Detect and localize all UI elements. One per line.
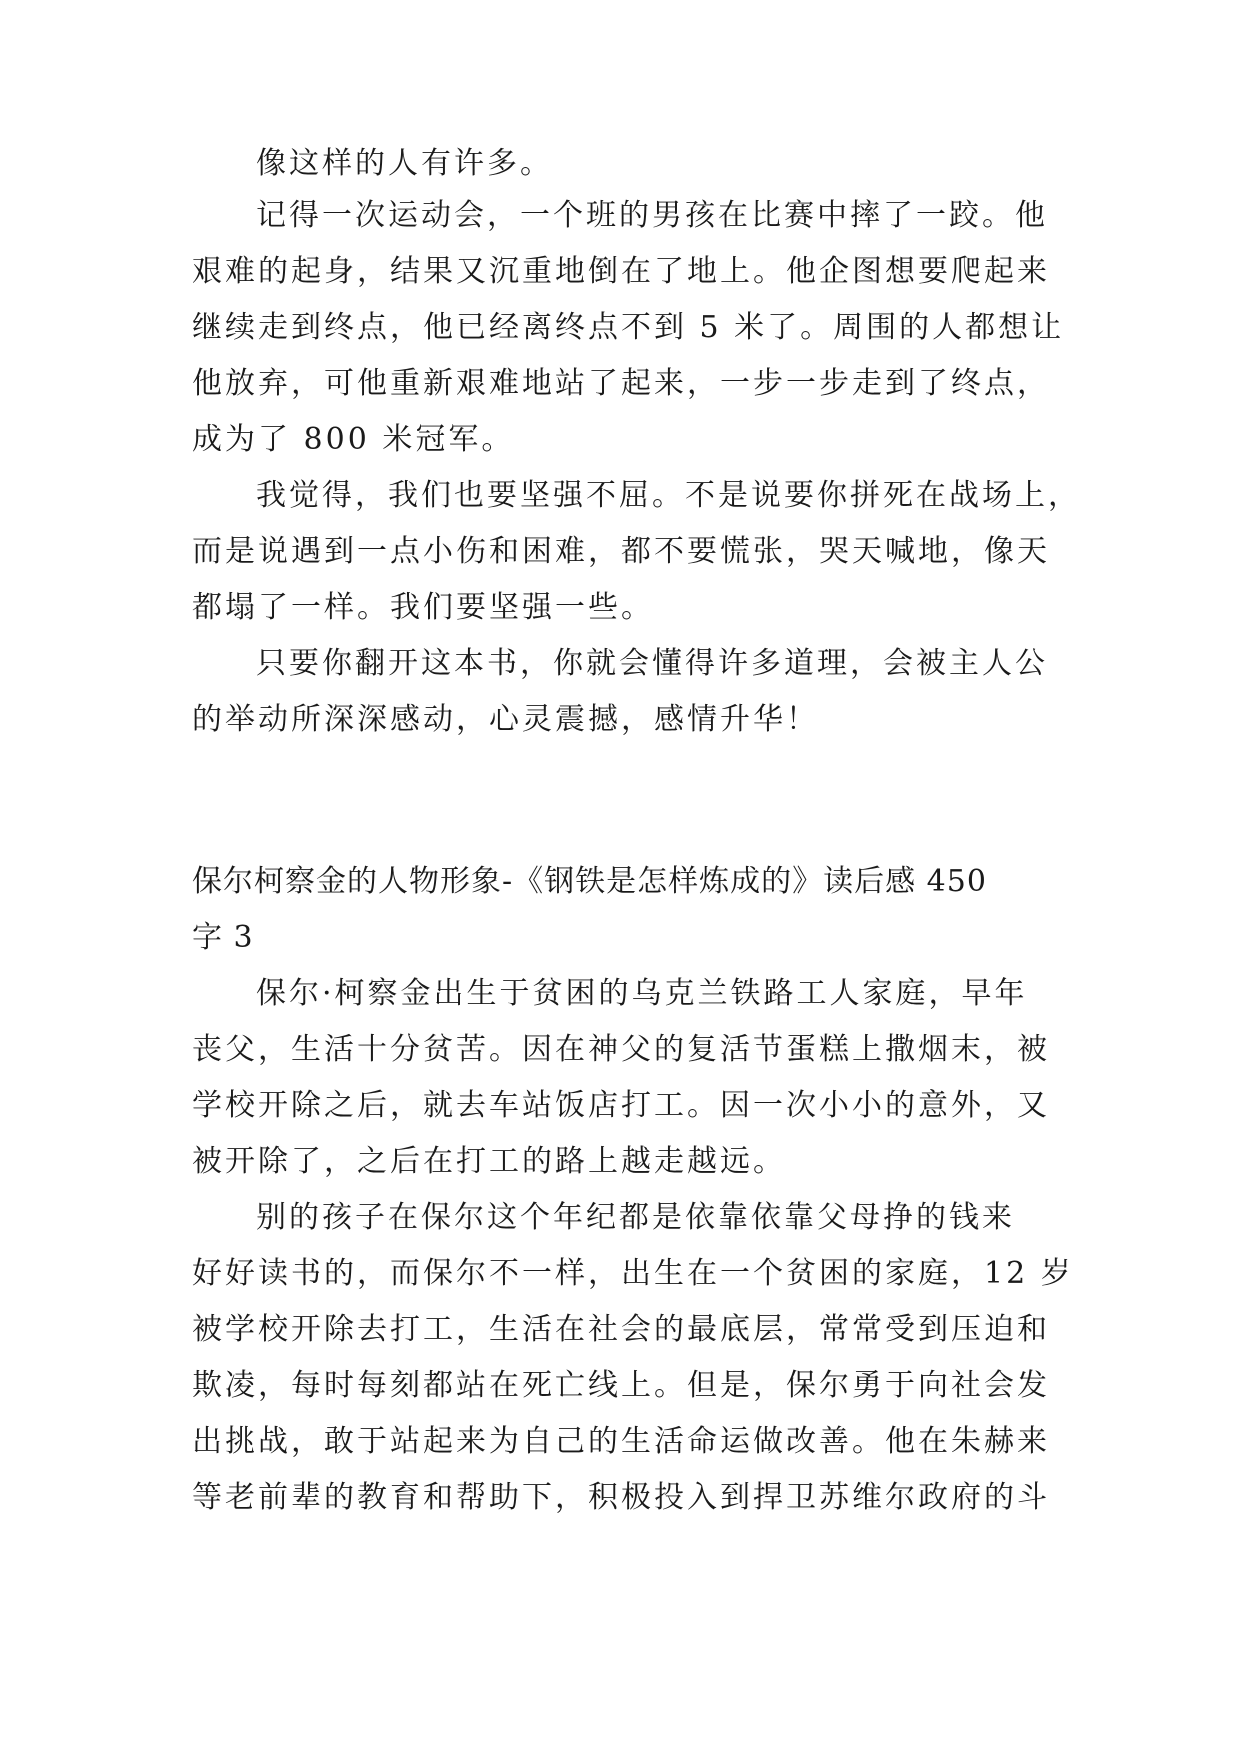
section-title-line-2: 字 3: [192, 920, 254, 955]
section-paragraph-1-line-1: 保尔·柯察金出生于贫困的乌克兰铁路工人家庭，早年: [256, 976, 1028, 1011]
section-paragraph-1-line-2: 丧父，生活十分贫苦。因在神父的复活节蛋糕上撒烟末，被: [192, 1032, 1050, 1067]
section-paragraph-2-line-4: 欺凌，每时每刻都站在死亡线上。但是，保尔勇于向社会发: [192, 1368, 1050, 1403]
section-paragraph-1-line-4: 被开除了，之后在打工的路上越走越远。: [192, 1144, 786, 1179]
section-title-line-1: 保尔柯察金的人物形象-《钢铁是怎样炼成的》读后感 450: [192, 864, 987, 899]
paragraph-2-line-3: 继续走到终点，他已经离终点不到 5 米了。周围的人都想让: [192, 310, 1065, 345]
paragraph-3-line-3: 都塌了一样。我们要坚强一些。: [192, 590, 654, 625]
paragraph-3-line-1: 我觉得，我们也要坚强不屈。不是说要你拼死在战场上，: [256, 478, 1081, 513]
paragraph-2-line-4: 他放弃，可他重新艰难地站了起来，一步一步走到了终点，: [192, 366, 1050, 401]
section-paragraph-2-line-5: 出挑战，敢于站起来为自己的生活命运做改善。他在朱赫来: [192, 1424, 1050, 1459]
paragraph-2-line-2: 艰难的起身，结果又沉重地倒在了地上。他企图想要爬起来: [192, 254, 1050, 289]
section-paragraph-2-line-2: 好好读书的，而保尔不一样，出生在一个贫困的家庭，12 岁: [192, 1256, 1074, 1291]
section-paragraph-2-line-6: 等老前辈的教育和帮助下，积极投入到捍卫苏维尔政府的斗: [192, 1480, 1050, 1515]
section-paragraph-2-line-1: 别的孩子在保尔这个年纪都是依靠依靠父母挣的钱来: [256, 1200, 1015, 1235]
section-paragraph-1-line-3: 学校开除之后，就去车站饭店打工。因一次小小的意外，又: [192, 1088, 1050, 1123]
paragraph-2-line-5: 成为了 800 米冠军。: [192, 422, 515, 457]
paragraph-2-line-1: 记得一次运动会，一个班的男孩在比赛中摔了一跤。他: [256, 198, 1048, 233]
paragraph-4-line-1: 只要你翻开这本书，你就会懂得许多道理，会被主人公: [256, 646, 1048, 681]
paragraph-1-line-1: 像这样的人有许多。: [256, 146, 553, 181]
paragraph-4-line-2: 的举动所深深感动，心灵震撼，感情升华！: [192, 702, 819, 737]
paragraph-3-line-2: 而是说遇到一点小伤和困难，都不要慌张，哭天喊地，像天: [192, 534, 1050, 569]
section-paragraph-2-line-3: 被学校开除去打工，生活在社会的最底层，常常受到压迫和: [192, 1312, 1050, 1347]
